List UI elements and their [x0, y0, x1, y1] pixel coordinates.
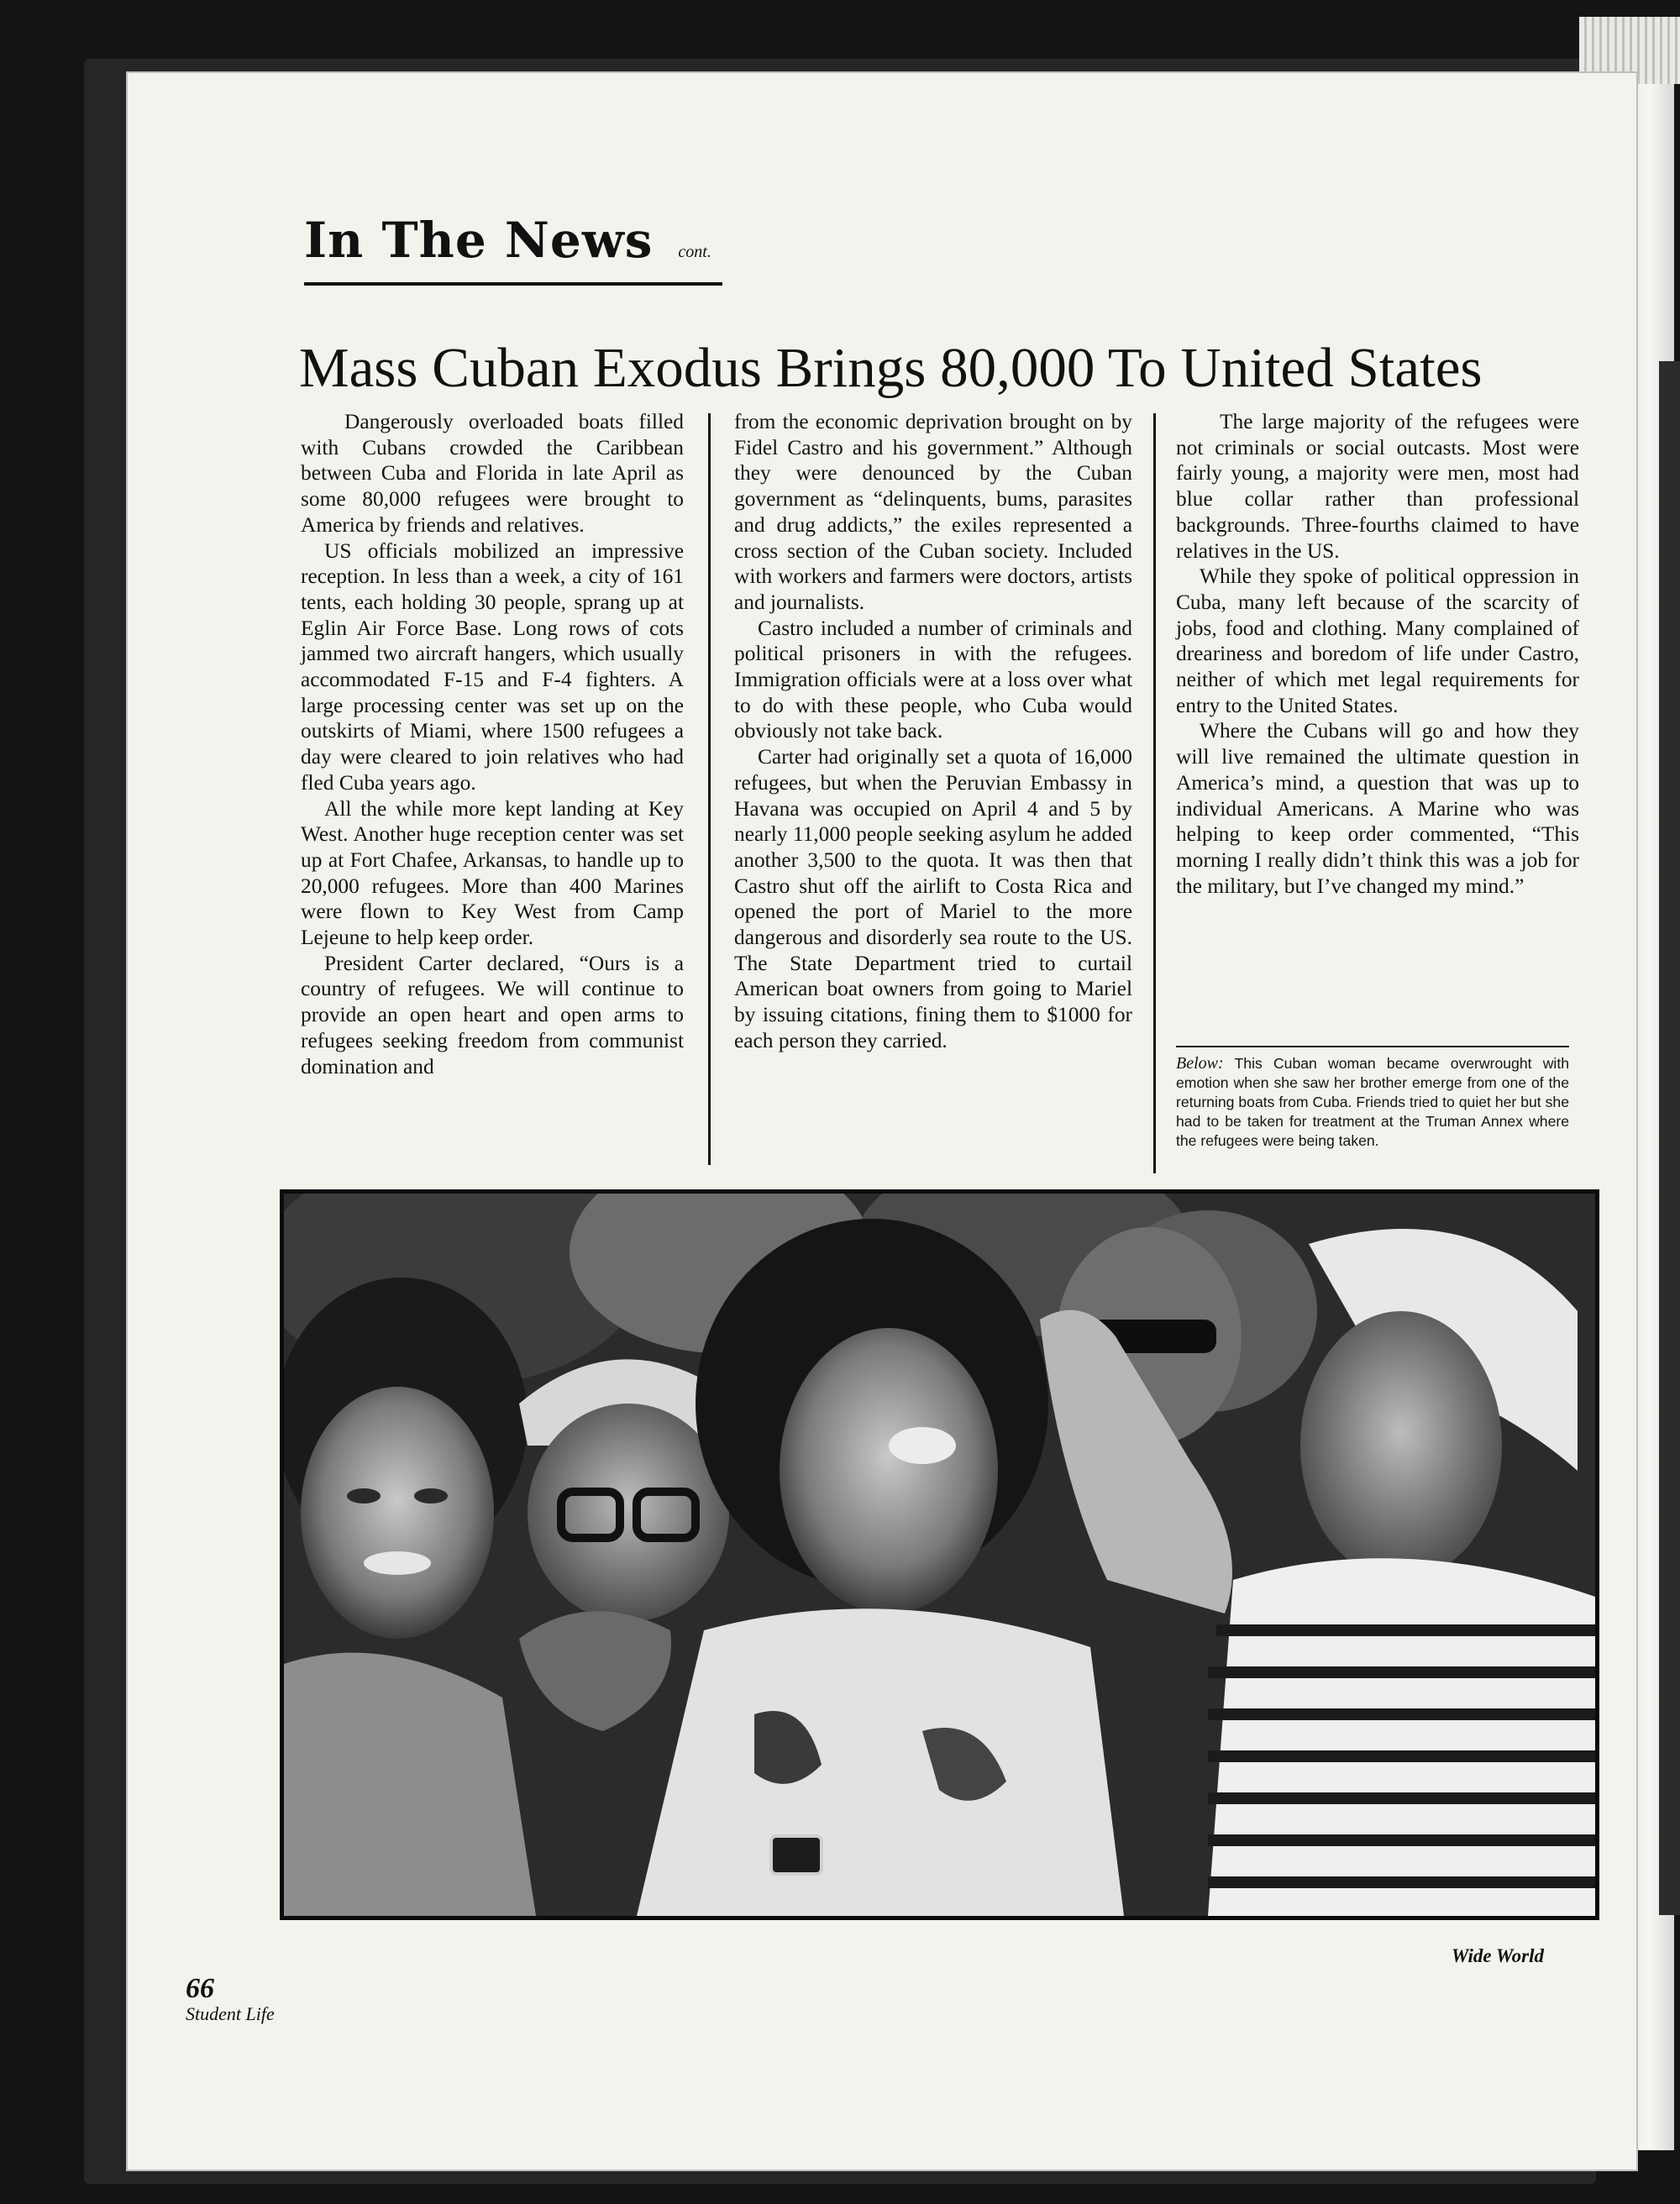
news-photo: [280, 1189, 1599, 1920]
paragraph: US officials mobilized an impressive reception. In less than a week, a city of 161 tents, each holding 30 people, sprang up at Eglin Air Force Base. Long rows of cots jammed two aircraft hangers, which usually accommodated F-15 and F-4 fighters. A large processing center was set up on the outskirts of Miami, where 1500 refugees a day were cleared to join relatives who had fled Cuba years ago.: [301, 538, 684, 795]
article-headline: Mass Cuban Exodus Brings 80,000 To United States: [299, 337, 1483, 399]
paragraph: Where the Cubans will go and how they will live remained the ultimate question in America’s mind, a question that was up to individual Americans. A Marine who was helping to keep order commented, “This morning I really didn’t think this was a job for the military, but I’ve changed my mind.”: [1176, 719, 1579, 898]
news-photo-illustration: [284, 1194, 1595, 1916]
paragraph: Castro included a number of criminals and political prisoners in with the refugees. Immigration officials were at a loss over what to do with these people, who Cuba would obviously not take back.: [734, 616, 1132, 743]
facing-page-photo-edge: [1659, 361, 1680, 1915]
caption-text: This Cuban woman became overwrought with emotion when she saw her brother emerge from one of the returning boats from Cuba. Friends tried to quiet her but she had to be taken for treatment at the Truman Annex where the refugees were being taken.: [1176, 1055, 1569, 1149]
paragraph: While they spoke of political oppression in Cuba, many left because of the scarcity of jobs, food and clothing. Many complained of dreariness and boredom of life under Castro, neither of which met legal requirements for entry to the United States.: [1176, 564, 1579, 717]
article-column-1: [301, 409, 684, 1079]
section-title: In The News: [304, 212, 654, 269]
paragraph: from the economic deprivation brought on by Fidel Castro and his government.” Although they were denounced by the Cuban government as “delinquents, bums, parasites and drug addicts,” the exiles represented a cross section of the Cuban society. Included with workers and farmers were doctors, artists and journalists.: [734, 410, 1132, 614]
page-folio: [186, 1974, 275, 2024]
article-column-3: [1176, 409, 1579, 899]
page-number: 66: [186, 1973, 214, 2004]
paragraph: The large majority of the refugees were not criminals or social outcasts. Most were fairly young, a majority were men, most had blue collar rather than professional backgrounds. Three-fourths claimed to have relatives in the US.: [1176, 410, 1579, 563]
caption-label: Below:: [1176, 1054, 1224, 1073]
paragraph: President Carter declared, “Ours is a country of refugees. We will continue to provide an open heart and open arms to refugees seeking freedom from communist domination and: [301, 951, 684, 1078]
photo-credit: Wide World: [1451, 1945, 1544, 1966]
paragraph: All the while more kept landing at Key West. Another huge reception center was set up at Fort Chafee, Arkansas, to handle up to 20,000 refugees. More than 400 Marines were flown to Key West from Camp Lejeune to help keep order.: [301, 796, 684, 950]
article-column-2: [734, 409, 1132, 1054]
section-label: Student Life: [186, 2003, 275, 2024]
column-divider: [708, 413, 711, 1165]
paragraph: Carter had originally set a quota of 16,000 refugees, but when the Peruvian Embassy in Havana was occupied on April 4 and 5 by nearly 11,000 people seeking asylum he added another 3,500 to the quota. It was then that Castro shut off the airlift to Costa Rica and opened the port of Mariel to the more dangerous and disorderly sea route to the US. The State Department tried to curtail American boat owners from going to Mariel by issuing citations, fining them to $1000 for each person they carried.: [734, 745, 1132, 1052]
photo-caption: [1176, 1046, 1569, 1151]
column-divider: [1153, 413, 1156, 1173]
paragraph: Dangerously overloaded boats filled with Cubans crowded the Caribbean between Cuba and Florida in late April as some 80,000 refugees were brought to America by friends and relatives.: [301, 410, 684, 537]
section-header: [304, 212, 722, 286]
section-continued-label: cont.: [678, 243, 711, 261]
